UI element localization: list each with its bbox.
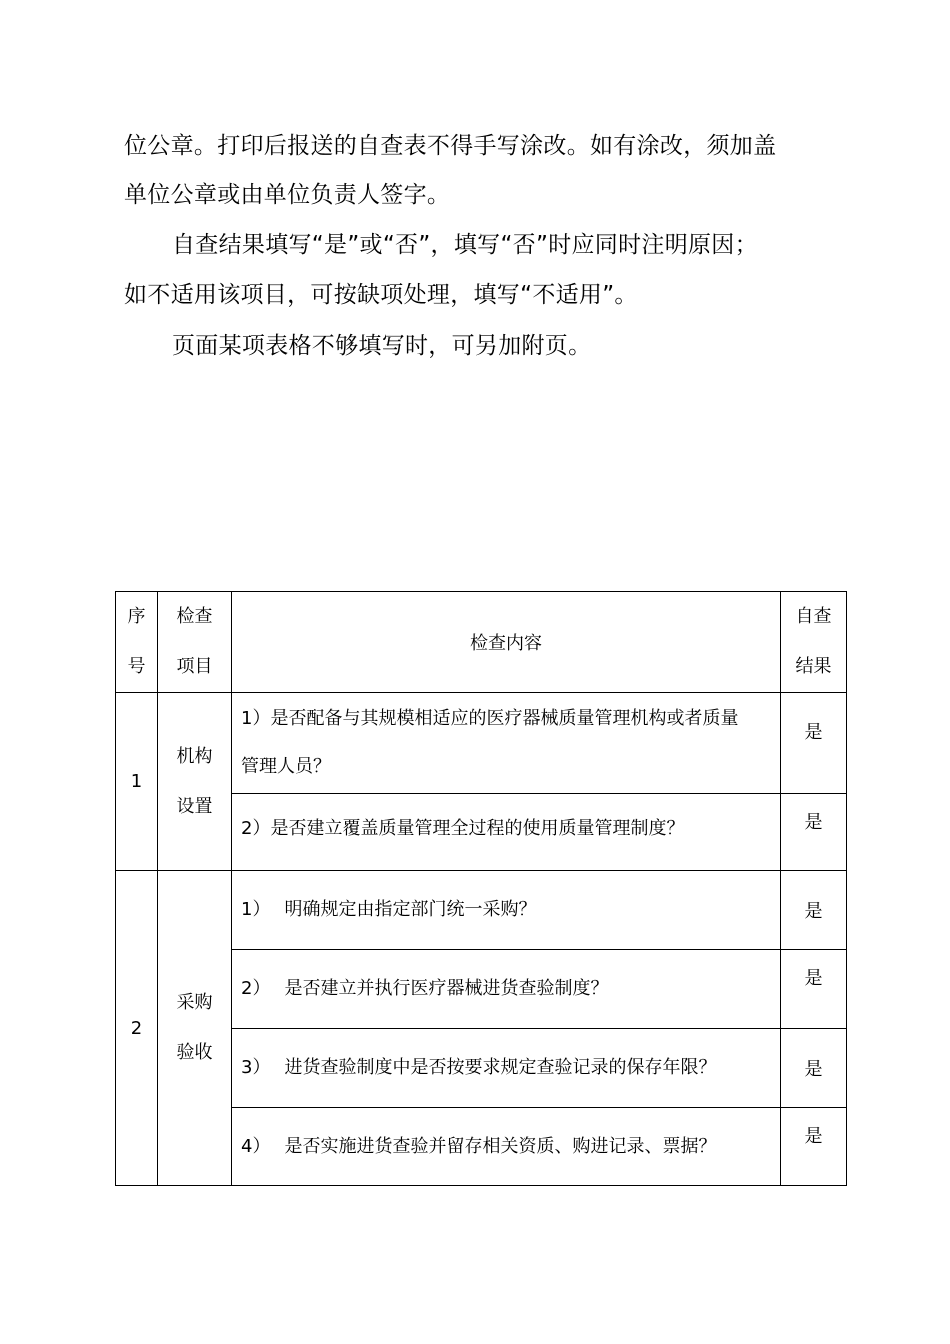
item-number: 3）: [241, 1057, 271, 1078]
check-content: [232, 794, 781, 871]
result-cell: 是: [781, 794, 847, 871]
paragraph-line-2: 单位公章或由单位负责人签字。: [124, 182, 451, 208]
item-number: 1）: [241, 899, 271, 920]
header-result-line-1: 自查: [795, 606, 832, 627]
header-no: [116, 592, 158, 693]
header-item: [158, 592, 232, 693]
check-item-line-1: 机构: [176, 745, 213, 767]
paragraph-line-4: 如不适用该项目，可按缺项处理，填写“不适用”。: [124, 282, 638, 308]
check-content-line-2: 管理人员？: [241, 756, 331, 777]
check-item: [158, 693, 232, 871]
result-cell: 是: [781, 1108, 847, 1186]
header-no-line-1: 序: [127, 606, 146, 627]
check-content: [232, 871, 781, 950]
check-item-line-2: 验收: [176, 1042, 213, 1063]
row-number: 2: [116, 871, 158, 1186]
check-content-text: 明确规定由指定部门统一采购？: [284, 899, 537, 920]
check-item-line-1: 采购: [176, 992, 213, 1013]
row-number: 1: [116, 693, 158, 871]
table-row: [116, 871, 847, 950]
check-content-text: 2）是否建立覆盖质量管理全过程的使用质量管理制度？: [241, 818, 685, 839]
header-result: [781, 592, 847, 693]
self-check-table: [115, 591, 847, 1186]
check-content-text: 进货查验制度中是否按要求规定查验记录的保存年限？: [284, 1057, 717, 1078]
header-content: 检查内容: [232, 592, 781, 693]
header-no-line-2: 号: [127, 656, 146, 677]
paragraph-line-3: 自查结果填写“是”或“否”，填写“否”时应同时注明原因；: [172, 232, 758, 258]
check-item-line-2: 设置: [176, 795, 213, 817]
check-content: [232, 693, 781, 794]
check-item: [158, 871, 232, 1186]
paragraph-line-1: 位公章。打印后报送的自查表不得手写涂改。如有涂改，须加盖: [124, 133, 777, 159]
check-content: [232, 1108, 781, 1186]
paragraph-line-5: 页面某项表格不够填写时，可另加附页。: [172, 333, 592, 359]
check-content-line-1: 1）是否配备与其规模相适应的医疗器械质量管理机构或者质量: [241, 708, 739, 729]
result-cell: 是: [781, 871, 847, 950]
check-content: [232, 950, 781, 1029]
header-item-line-1: 检查: [176, 606, 213, 627]
header-item-line-2: 项目: [176, 656, 213, 677]
item-number: 2）: [241, 978, 271, 999]
item-number: 4）: [241, 1135, 271, 1157]
check-content-text: 是否建立并执行医疗器械进货查验制度？: [284, 978, 609, 999]
result-cell: [781, 693, 847, 794]
check-content-text: 是否实施进货查验并留存相关资质、购进记录、票据？: [284, 1135, 717, 1157]
result-cell: 是: [781, 1029, 847, 1108]
header-result-line-2: 结果: [795, 656, 832, 677]
table-header-row: [116, 592, 847, 693]
result-cell: 是: [781, 950, 847, 1029]
result-value: 是: [804, 722, 823, 743]
table-row: [116, 693, 847, 794]
check-content: [232, 1029, 781, 1108]
